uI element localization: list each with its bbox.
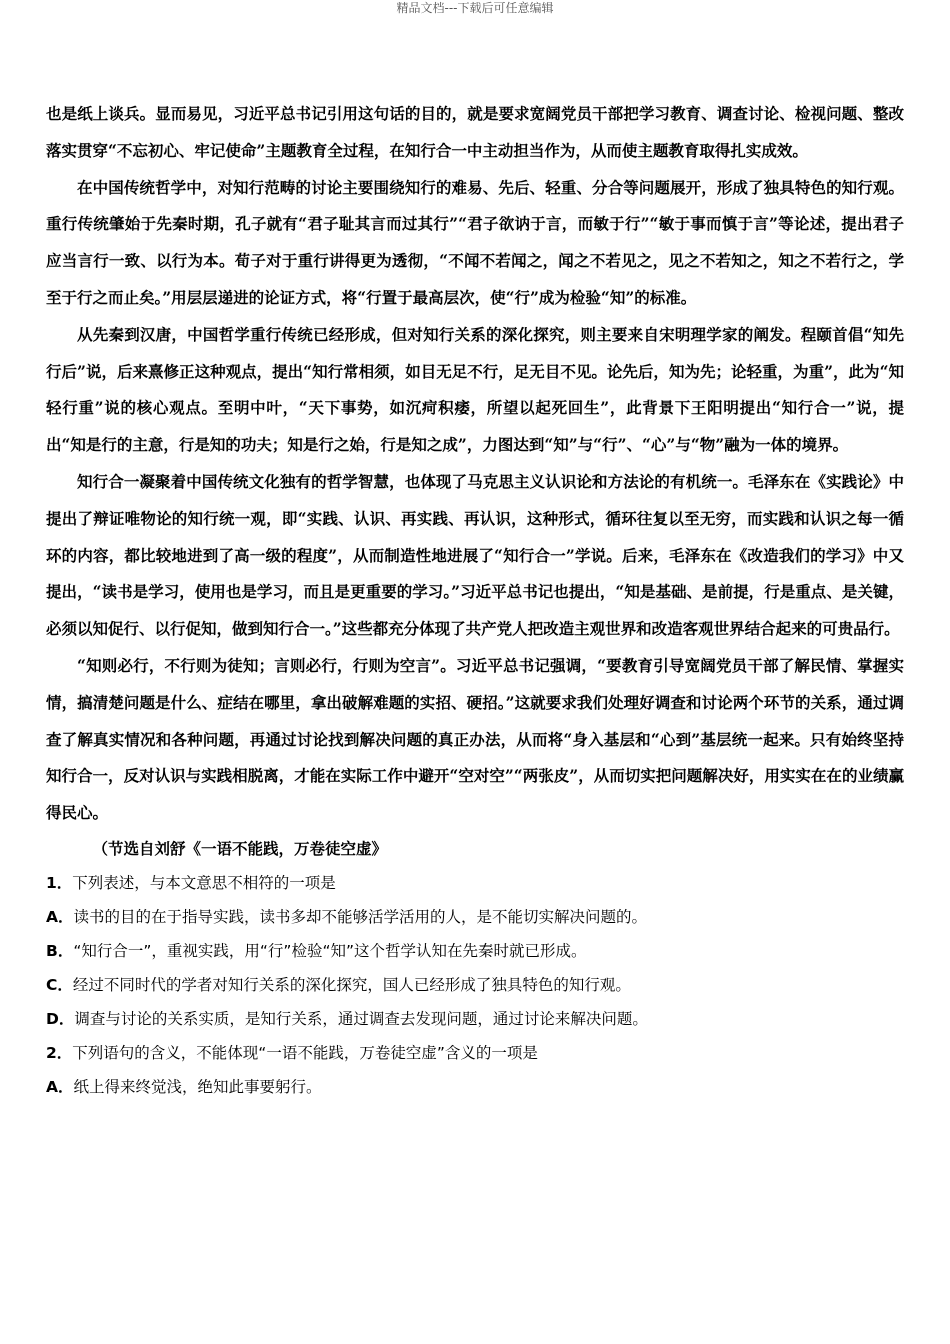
option-text: “知行合一”，重视实践，用“行”检验“知”这个哲学认知在先秦时就已形成。 [73,941,587,960]
option-label: A． [46,1077,74,1096]
option-text: 纸上得来终觉浅，绝知此事要躬行。 [73,1077,322,1096]
paragraph-4: 知行合一凝聚着中国传统文化独有的哲学智慧，也体现了马克思主义认识论和方法论的有机统一。毛泽东在《实践论》中提出了辩证唯物论的知行统一观，即“实践、认识、再实践、再认识，这种形式，循环往复以至无穷，而实践和认识之每一循环的内容，都比较地进到了高一级的程度”，从而制造性地进展了“知行合一”学说。后来，毛泽东在《改造我们的学习》中又提出，“读书是学习，使用也是学习，而且是更重要的学习。”习近平总书记也提出，“知是基础、是前提，行是重点、是关键，必须以知促行、以行促知，做到知行合一。”这些都充分体现了共产党人把改造主观世界和改造客观世界结合起来的可贵品行。 [46,471,904,639]
question-number: 1． [46,873,73,892]
option-text: 读书的目的在于指导实践，读书多却不能够活学活用的人，是不能切实解决问题的。 [73,907,648,926]
option-b [46,934,904,968]
option-label: A． [46,907,74,926]
document-body [46,96,904,1104]
question-text: 下列表述，与本文意思不相符的一项是 [72,873,336,892]
paragraph-1: 也是纸上谈兵。显而易见，习近平总书记引用这句话的目的，就是要求宽阔党员干部把学习教育、调查讨论、检视问题、整改落实贯穿“不忘初心、牢记使命”主题教育全过程，在知行合一中主动担当作为，从而使主题教育取得扎实成效。 [46,104,904,160]
question-1 [46,866,904,900]
paragraph-5: “知则必行，不行则为徒知；言则必行，行则为空言”。习近平总书记强调，“要教育引导宽阔党员干部了解民情、掌握实情，搞清楚问题是什么、症结在哪里，拿出破解难题的实招、硬招。”这就要求我们处理好调查和讨论两个环节的关系，通过调查了解真实情况和各种问题，再通过讨论找到解决问题的真正办法，从而将“身入基层和“心到”基层统一起来。只有始终坚持知行合一，反对认识与实践相脱离，才能在实际工作中避开“空对空”“两张皮”，从而切实把问题解决好，用实实在在的业绩赢得民心。 [46,655,904,823]
paragraph-2: 在中国传统哲学中，对知行范畴的讨论主要围绕知行的难易、先后、轻重、分合等问题展开，形成了独具特色的知行观。重行传统肇始于先秦时期，孔子就有“君子耻其言而过其行”“君子欲讷于言，而敏于行”“敏于事而慎于言”等论述，提出君子应当言行一致、以行为本。荀子对于重行讲得更为透彻，“不闻不若闻之，闻之不若见之，见之不若知之，知之不若行之，学至于行之而止矣。”用层层递进的论证方式，将“行置于最高层次，使“行”成为检验“知”的标准。 [46,177,904,307]
option-label: B． [46,941,74,960]
option-d [46,1002,904,1036]
option-a [46,1070,904,1104]
option-c [46,968,904,1002]
option-text: 调查与讨论的关系实质，是知行关系，通过调查去发现问题，通过讨论来解决问题。 [74,1009,648,1028]
question-2 [46,1036,904,1070]
option-label: D． [46,1009,75,1028]
page-header: 精品文档---下载后可任意编辑 [396,1,554,15]
question-text: 下列语句的含义，不能体现“一语不能践，万卷徒空虚”含义的一项是 [72,1043,538,1062]
option-label: C． [46,975,73,994]
option-a [46,900,904,934]
paragraph-3: 从先秦到汉唐，中国哲学重行传统已经形成，但对知行关系的深化探究，则主要来自宋明理学家的阐发。程颐首倡“知先行后”说，后来熹修正这种观点，提出“知行常相须，如目无足不行，足无目不见。论先后，知为先；论轻重，为重”，此为“知轻行重”说的核心观点。至明中叶，“天下事势，如沉疴积痿，所望以起死回生”，此背景下王阳明提出“知行合一”说，提出“知是行的主意，行是知的功夫；知是行之始，行是知之成”，力图达到“知”与“行”、“心”与“物”融为一体的境界。 [46,324,904,455]
source-citation: （节选自刘舒《一语不能践，万卷徒空虚》 [92,838,388,858]
option-text: 经过不同时代的学者对知行关系的深化探究，国人已经形成了独具特色的知行观。 [72,975,631,994]
question-number: 2． [46,1043,73,1062]
